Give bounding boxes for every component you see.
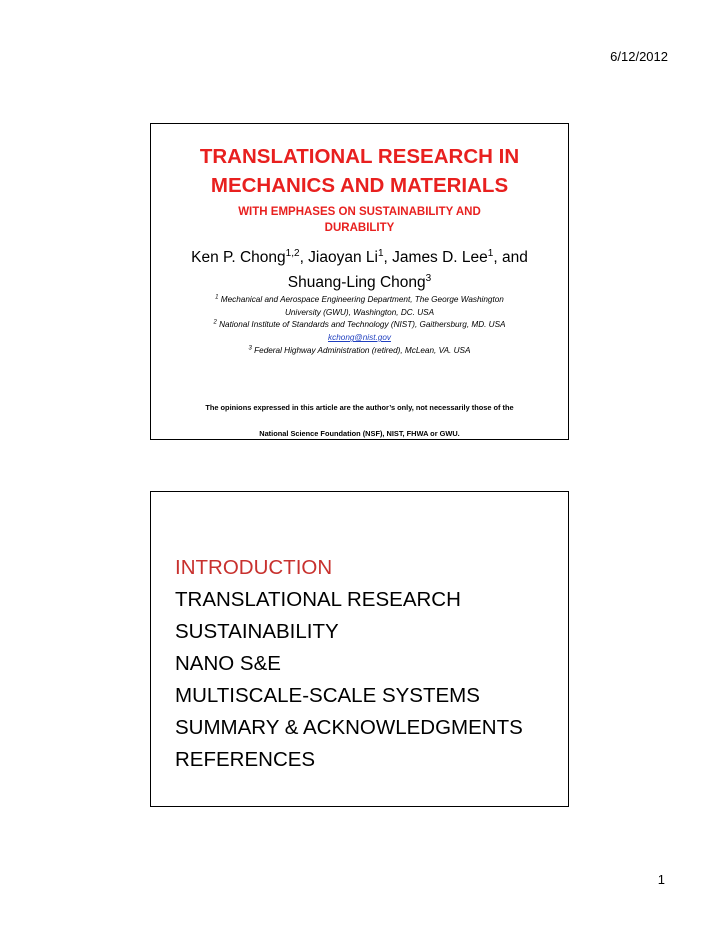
author-name: Shuang-Ling Chong [287, 274, 426, 291]
outline-item-sustainability: SUSTAINABILITY [175, 620, 339, 643]
outline-item-references: REFERENCES [175, 748, 316, 771]
affiliation-text: National Institute of Standards and Technology (NIST), Gaithersburg, MD. USA [216, 320, 506, 330]
outline-list [175, 552, 523, 776]
affiliation-1-cont: University (GWU), Washington, DC. USA [284, 307, 435, 317]
author-affiliation-mark: 1 [377, 247, 384, 259]
outline-slide [150, 491, 569, 807]
affiliation-text: Mechanical and Aerospace Engineering Department, The George Washington [218, 295, 504, 304]
page-number: 1 [657, 872, 665, 887]
slide-subtitle [151, 204, 568, 236]
email-row [151, 332, 568, 345]
title-line-2: MECHANICS AND MATERIALS [210, 174, 509, 197]
page-date: 6/12/2012 [610, 49, 668, 64]
affiliation-1 [151, 294, 568, 307]
disclaimer-line-2: National Science Foundation (NSF), NIST, FHWA or GWU. [259, 429, 460, 438]
outline-item-multiscale: MULTISCALE-SCALE SYSTEMS [175, 684, 480, 707]
author-affiliation-mark: 1 [487, 247, 494, 259]
author-line-1 [151, 245, 568, 270]
title-line-1: TRANSLATIONAL RESEARCH IN [199, 145, 520, 168]
affiliation-mark: 2 [213, 319, 217, 326]
affiliation-mark: 1 [215, 294, 219, 301]
slide-title [151, 142, 568, 200]
affiliation-2 [151, 319, 568, 332]
subtitle-line-2: DURABILITY [324, 222, 395, 234]
email-link[interactable]: kchong@nist.gov [328, 333, 391, 343]
affiliation-mark: 3 [248, 345, 252, 352]
author-name: Ken P. Chong [191, 249, 286, 266]
affiliations [151, 294, 568, 358]
subtitle-line-1: WITH EMPHASES ON SUSTAINABILITY AND [238, 206, 481, 218]
title-slide [150, 123, 569, 440]
outline-item-translational-research: TRANSLATIONAL RESEARCH [175, 588, 461, 611]
outline-item-nano: NANO S&E [175, 652, 281, 675]
author-name: , Jiaoyan Li [299, 249, 378, 266]
author-affiliation-mark: 3 [425, 272, 432, 284]
author-list [151, 245, 568, 295]
author-line-2 [151, 270, 568, 295]
outline-item-introduction: INTRODUCTION [175, 556, 333, 579]
author-affiliation-mark: 1,2 [285, 247, 300, 259]
affiliation-text: Federal Highway Administration (retired), McLean, VA. USA [251, 345, 471, 355]
disclaimer-line-1: The opinions expressed in this article are the author’s only, not necessarily those of the [205, 403, 514, 412]
affiliation-3 [151, 345, 568, 358]
author-name: , James D. Lee [383, 249, 488, 266]
author-conjunction: , and [493, 249, 528, 266]
outline-item-summary: SUMMARY & ACKNOWLEDGMENTS [175, 716, 523, 739]
